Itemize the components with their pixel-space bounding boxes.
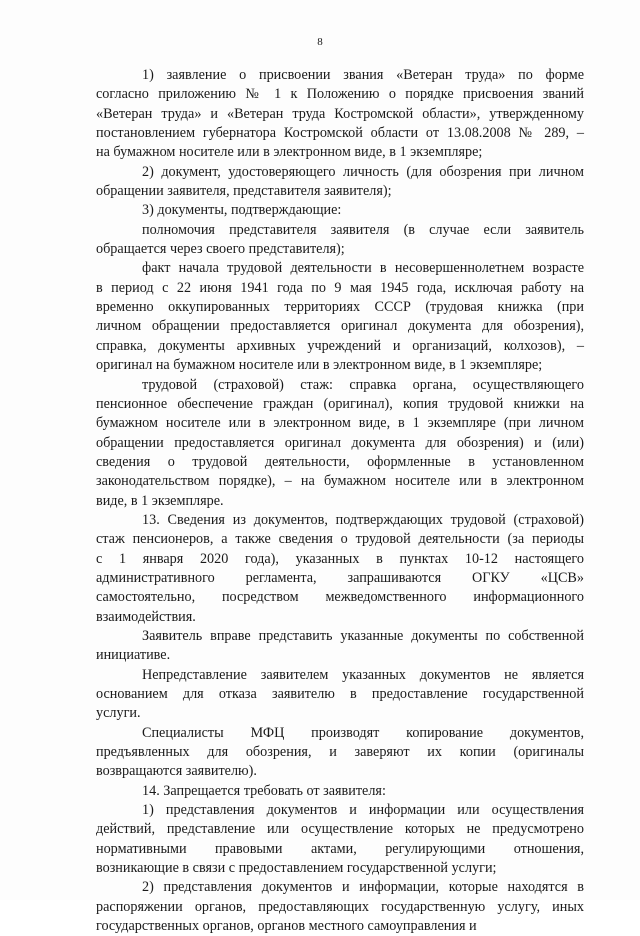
paragraph-line: «Ветеран труда» и «Ветеран труда Костромской области», утвержденному <box>96 105 584 122</box>
paragraph-line: обращении заявителя, представителя заявителя); <box>96 183 392 200</box>
paragraph-line: действий, представление или осуществление которых не предусмотрено <box>96 821 584 838</box>
page-number: 8 <box>317 36 323 48</box>
paragraph-line: обращается через своего представителя); <box>96 241 345 258</box>
paragraph-line: услуги. <box>96 705 141 722</box>
paragraph-line: основанием для отказа заявителю в предоставление государственной <box>96 686 584 702</box>
paragraph-line: 3) документы, подтверждающие: <box>142 202 342 219</box>
paragraph-line: оригинал на бумажном носителе или в электронном виде, в 1 экземпляре; <box>96 357 543 374</box>
paragraph-line: сведения о трудовой деятельности, оформленные в установленном <box>96 453 584 470</box>
paragraph-line: на бумажном носителе или в электронном виде, в 1 экземпляре; <box>96 144 483 161</box>
paragraph <box>96 666 584 724</box>
paragraph-line: нормативными правовыми актами, регулирующими отношения, <box>96 840 584 857</box>
paragraph-line: возвращаются заявителю). <box>96 763 257 780</box>
paragraph <box>96 627 584 666</box>
paragraph <box>96 259 584 375</box>
paragraph <box>96 724 584 782</box>
paragraph-line: с 1 января 2020 года), указанных в пунктах 10-12 настоящего <box>96 550 584 567</box>
paragraph <box>96 878 584 936</box>
paragraph-line: 2) документ, удостоверяющего личность (для обозрения при личном <box>142 163 584 180</box>
paragraph-line: обращении предоставляется оригинал документа для обозрения) и (или) <box>96 434 584 451</box>
paragraph-line: Непредставление заявителем указанных документов не является <box>142 666 584 683</box>
document-body <box>96 66 584 936</box>
paragraph-line: 1) заявление о присвоении звания «Ветеран труда» по форме <box>142 67 584 83</box>
paragraph-line: Заявитель вправе представить указанные документы по собственной <box>142 627 584 644</box>
paragraph-line: предъявленных для обозрения, и заверяют их копии (оригиналы <box>96 744 584 761</box>
paragraph-line: стаж пенсионеров, а также сведения о трудовой деятельности (за периоды <box>96 531 584 548</box>
paragraph <box>96 511 584 627</box>
paragraph <box>96 66 584 163</box>
paragraph-line: виде, в 1 экземпляре. <box>96 492 224 509</box>
paragraph-line: административного регламента, запрашиваются ОГКУ «ЦСВ» <box>96 569 584 586</box>
paragraph <box>96 782 584 801</box>
paragraph-line: пенсионное обеспечение граждан (оригинал), копия трудовой книжки на <box>96 395 584 412</box>
paragraph-line: личном обращении предоставляется оригинал документа для обозрения), <box>96 318 584 335</box>
paragraph <box>96 376 584 511</box>
paragraph-line: инициативе. <box>96 647 171 664</box>
paragraph-line: самостоятельно, посредством межведомственного информационного <box>96 589 584 606</box>
paragraph-line: полномочия представителя заявителя (в случае если заявитель <box>142 221 584 238</box>
paragraph-line: 2) представления документов и информации, которые находятся в <box>142 879 584 896</box>
paragraph-line: Специалисты МФЦ производят копирование документов, <box>142 724 584 741</box>
paragraph <box>96 201 584 220</box>
paragraph-line: временно оккупированных территориях СССР (трудовая книжка (при <box>96 299 584 316</box>
paragraph-line: государственных органов, органов местного самоуправления и <box>96 918 477 935</box>
paragraph-line: справка, документы архивных учреждений и организаций, колхозов), – <box>96 337 584 354</box>
paragraph <box>96 163 584 202</box>
paragraph-line: возникающие в связи с предоставлением государственной услуги; <box>96 860 497 877</box>
paragraph-line: постановлением губернатора Костромской области от 13.08.2008 № 289, – <box>96 125 584 142</box>
paragraph-line: 13. Сведения из документов, подтверждающих трудовой (страховой) <box>142 511 584 528</box>
paragraph-line: в период с 22 июня 1941 года по 9 мая 1945 года, исключая работу на <box>96 279 584 296</box>
paragraph-line: 1) представления документов и информации или осуществления <box>142 802 584 819</box>
paragraph <box>96 221 584 260</box>
paragraph-line: распоряжении органов, предоставляющих государственную услугу, иных <box>96 898 584 915</box>
paragraph-line: трудовой (страховой) стаж: справка органа, осуществляющего <box>142 376 584 393</box>
paragraph <box>96 801 584 878</box>
paragraph-line: бумажном носителе или в электронном виде, в 1 экземпляре (при личном <box>96 415 584 432</box>
paragraph-line: законодательством порядке), – на бумажном носителе или в электронном <box>96 473 584 490</box>
paragraph-line: факт начала трудовой деятельности в несовершеннолетнем возрасте <box>142 260 584 277</box>
paragraph-line: согласно приложению № 1 к Положению о порядке присвоения званий <box>96 86 584 103</box>
paragraph-line: 14. Запрещается требовать от заявителя: <box>142 782 386 799</box>
paragraph-line: взаимодействия. <box>96 608 196 625</box>
